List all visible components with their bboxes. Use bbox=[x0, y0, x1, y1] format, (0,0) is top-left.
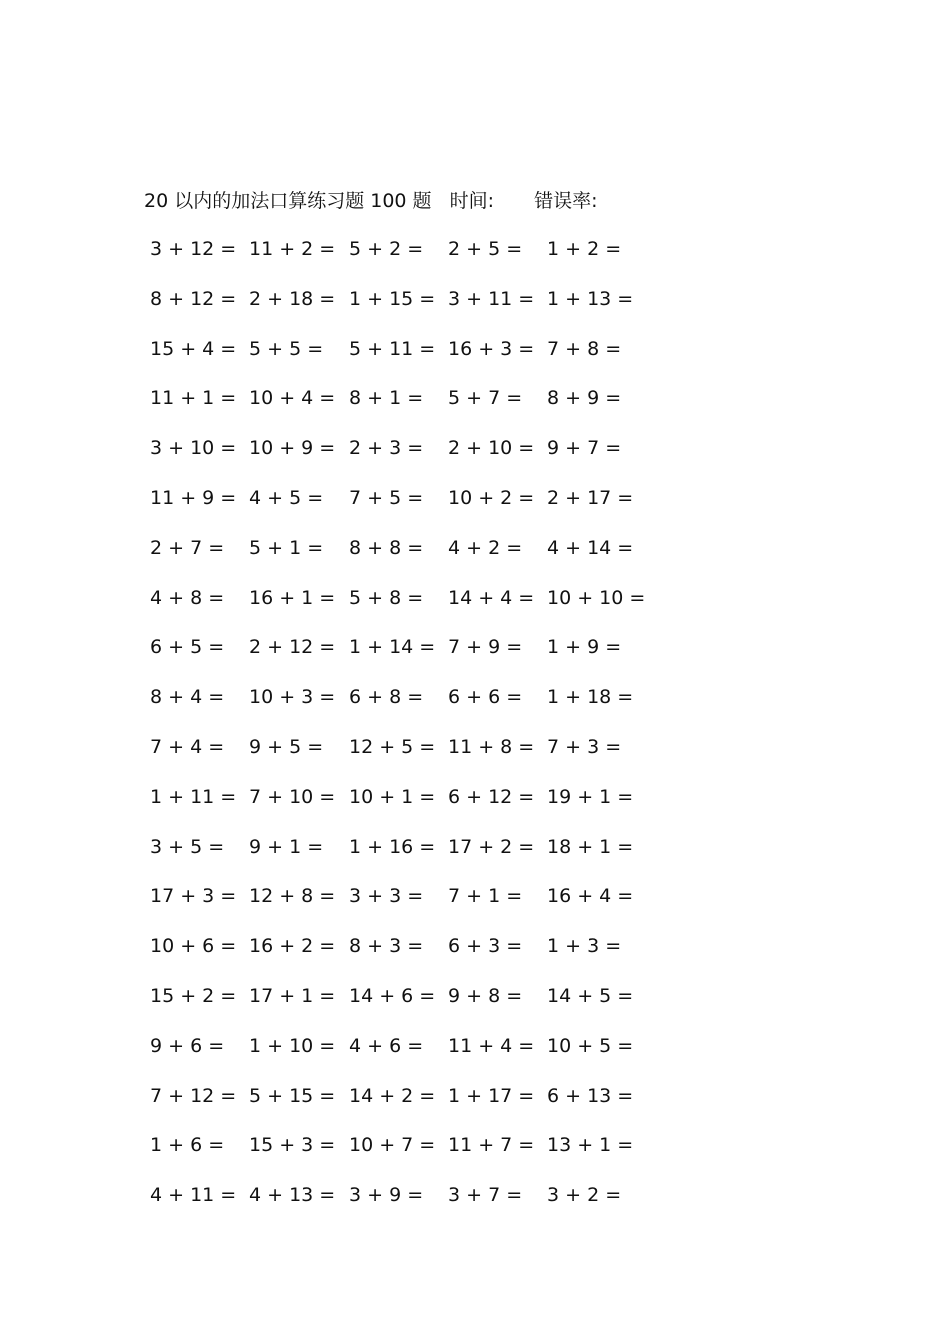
problem-item: 10 + 4 = bbox=[249, 387, 336, 410]
problem-item: 17 + 2 = bbox=[448, 835, 535, 858]
problem-item: 6 + 12 = bbox=[448, 785, 535, 808]
problem-item: 9 + 5 = bbox=[249, 736, 324, 758]
problem-item: 5 + 5 = bbox=[249, 337, 324, 360]
problem-item: 3 + 7 = bbox=[448, 1184, 523, 1207]
problem-item: 11 + 2 = bbox=[249, 238, 336, 260]
problem-item: 11 + 8 = bbox=[448, 736, 535, 758]
problem-item: 8 + 4 = bbox=[150, 686, 225, 709]
problem-item: 10 + 10 = bbox=[547, 586, 646, 609]
problem-item: 10 + 3 = bbox=[249, 686, 336, 709]
problem-item: 2 + 18 = bbox=[249, 287, 336, 310]
problem-item: 2 + 3 = bbox=[349, 437, 424, 460]
problem-item: 17 + 1 = bbox=[249, 985, 336, 1007]
time-label: 时间: bbox=[449, 190, 495, 212]
problem-item: 15 + 2 = bbox=[150, 985, 237, 1007]
problem-item: 10 + 7 = bbox=[349, 1134, 436, 1157]
error-rate-label: 错误率: bbox=[534, 190, 598, 212]
problem-item: 1 + 15 = bbox=[349, 287, 436, 310]
problem-item: 2 + 5 = bbox=[448, 238, 523, 260]
problem-item: 16 + 2 = bbox=[249, 935, 336, 958]
problem-item: 4 + 8 = bbox=[150, 586, 225, 609]
problem-item: 10 + 2 = bbox=[448, 487, 535, 509]
problem-item: 6 + 3 = bbox=[448, 935, 523, 958]
problem-item: 5 + 15 = bbox=[249, 1084, 336, 1107]
problem-item: 3 + 3 = bbox=[349, 885, 424, 908]
problem-item: 9 + 8 = bbox=[448, 985, 523, 1007]
problem-item: 3 + 9 = bbox=[349, 1184, 424, 1207]
problem-item: 4 + 5 = bbox=[249, 487, 324, 509]
problem-item: 8 + 9 = bbox=[547, 387, 622, 410]
problem-item: 4 + 11 = bbox=[150, 1184, 237, 1207]
problem-item: 10 + 6 = bbox=[150, 935, 237, 958]
problem-item: 1 + 14 = bbox=[349, 636, 436, 659]
problem-item: 3 + 12 = bbox=[150, 238, 237, 260]
problem-item: 8 + 1 = bbox=[349, 387, 424, 410]
problem-item: 3 + 2 = bbox=[547, 1184, 622, 1207]
problem-item: 11 + 7 = bbox=[448, 1134, 535, 1157]
problem-item: 1 + 2 = bbox=[547, 238, 622, 260]
problem-item: 6 + 6 = bbox=[448, 686, 523, 709]
problem-item: 7 + 12 = bbox=[150, 1084, 237, 1107]
problem-item: 7 + 5 = bbox=[349, 487, 424, 509]
problem-item: 8 + 12 = bbox=[150, 287, 237, 310]
problem-item: 3 + 11 = bbox=[448, 287, 535, 310]
problem-item: 7 + 4 = bbox=[150, 736, 225, 758]
problem-item: 1 + 9 = bbox=[547, 636, 622, 659]
problem-item: 3 + 5 = bbox=[150, 835, 225, 858]
problem-item: 7 + 10 = bbox=[249, 785, 336, 808]
problem-item: 2 + 12 = bbox=[249, 636, 336, 659]
problem-item: 10 + 5 = bbox=[547, 1034, 634, 1057]
problem-item: 7 + 9 = bbox=[448, 636, 523, 659]
problem-item: 5 + 2 = bbox=[349, 238, 424, 260]
problem-item: 6 + 8 = bbox=[349, 686, 424, 709]
problem-item: 12 + 5 = bbox=[349, 736, 436, 758]
problem-item: 10 + 1 = bbox=[349, 785, 436, 808]
problem-item: 19 + 1 = bbox=[547, 785, 634, 808]
problem-item: 16 + 3 = bbox=[448, 337, 535, 360]
problem-item: 2 + 17 = bbox=[547, 487, 634, 509]
problem-item: 7 + 3 = bbox=[547, 736, 622, 758]
problem-item: 11 + 4 = bbox=[448, 1034, 535, 1057]
problem-item: 11 + 1 = bbox=[150, 387, 237, 410]
problem-item: 18 + 1 = bbox=[547, 835, 634, 858]
problem-item: 6 + 13 = bbox=[547, 1084, 634, 1107]
problem-item: 7 + 8 = bbox=[547, 337, 622, 360]
problem-item: 16 + 1 = bbox=[249, 586, 336, 609]
problem-item: 1 + 18 = bbox=[547, 686, 634, 709]
problem-item: 5 + 11 = bbox=[349, 337, 436, 360]
problem-item: 1 + 13 = bbox=[547, 287, 634, 310]
problem-item: 5 + 8 = bbox=[349, 586, 424, 609]
problem-item: 2 + 7 = bbox=[150, 536, 225, 559]
problem-item: 5 + 1 = bbox=[249, 536, 324, 559]
problem-item: 8 + 8 = bbox=[349, 536, 424, 559]
problem-item: 17 + 3 = bbox=[150, 885, 237, 908]
problem-item: 1 + 16 = bbox=[349, 835, 436, 858]
problem-item: 4 + 13 = bbox=[249, 1184, 336, 1207]
problem-item: 9 + 7 = bbox=[547, 437, 622, 460]
problem-item: 9 + 6 = bbox=[150, 1034, 225, 1057]
problem-item: 1 + 11 = bbox=[150, 785, 237, 808]
problem-item: 14 + 5 = bbox=[547, 985, 634, 1007]
problem-item: 7 + 1 = bbox=[448, 885, 523, 908]
problem-item: 1 + 3 = bbox=[547, 935, 622, 958]
problem-item: 11 + 9 = bbox=[150, 487, 237, 509]
problem-item: 16 + 4 = bbox=[547, 885, 634, 908]
problem-item: 8 + 3 = bbox=[349, 935, 424, 958]
problem-item: 4 + 14 = bbox=[547, 536, 634, 559]
problem-item: 12 + 8 = bbox=[249, 885, 336, 908]
problem-item: 5 + 7 = bbox=[448, 387, 523, 410]
problem-item: 14 + 6 = bbox=[349, 985, 436, 1007]
problem-item: 1 + 10 = bbox=[249, 1034, 336, 1057]
problem-item: 6 + 5 = bbox=[150, 636, 225, 659]
problem-item: 4 + 2 = bbox=[448, 536, 523, 559]
worksheet-title: 20 以内的加法口算练习题 100 题 bbox=[144, 190, 432, 212]
problem-item: 3 + 10 = bbox=[150, 437, 237, 460]
worksheet-header bbox=[144, 186, 597, 213]
problem-item: 14 + 2 = bbox=[349, 1084, 436, 1107]
problem-item: 10 + 9 = bbox=[249, 437, 336, 460]
problem-item: 15 + 4 = bbox=[150, 337, 237, 360]
problem-item: 9 + 1 = bbox=[249, 835, 324, 858]
problem-item: 14 + 4 = bbox=[448, 586, 535, 609]
problem-item: 2 + 10 = bbox=[448, 437, 535, 460]
problem-item: 1 + 17 = bbox=[448, 1084, 535, 1107]
problem-item: 15 + 3 = bbox=[249, 1134, 336, 1157]
problem-item: 1 + 6 = bbox=[150, 1134, 225, 1157]
problem-item: 13 + 1 = bbox=[547, 1134, 634, 1157]
problem-item: 4 + 6 = bbox=[349, 1034, 424, 1057]
